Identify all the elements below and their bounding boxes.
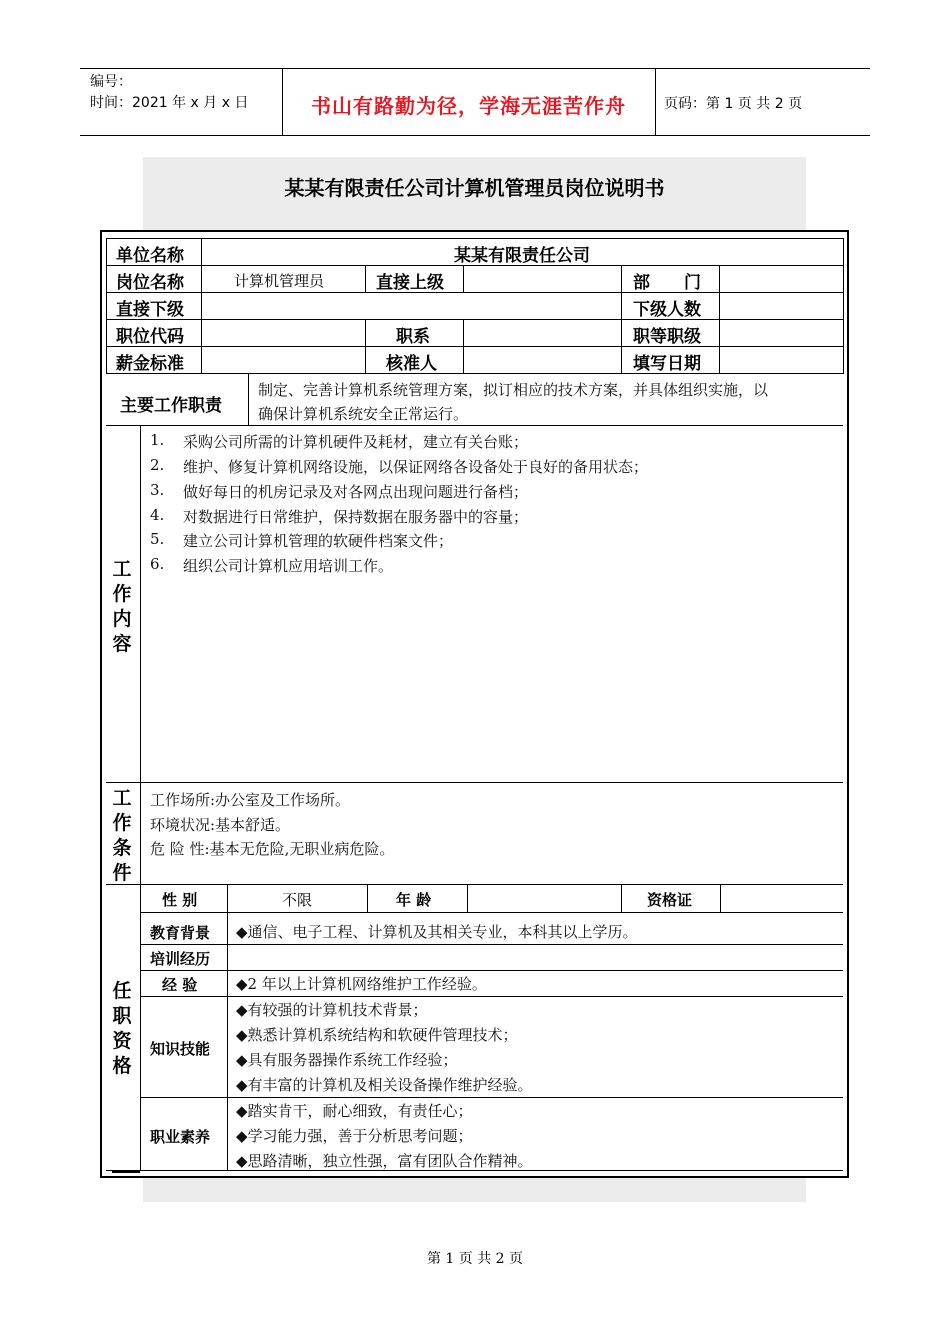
doc-time: 时间：2021 年 x 月 x 日: [90, 95, 249, 111]
grade-label: 职等职级: [633, 327, 701, 347]
direct-superior-label: 直接上级: [376, 273, 444, 293]
list-item: 6. 组织公司计算机应用培训工作。: [150, 555, 394, 575]
header-motto: 书山有路勤为径，学海无涯苦作舟: [311, 94, 626, 118]
list-item: 4. 对数据进行日常维护，保持数据在服务器中的容量；: [150, 506, 529, 526]
list-item: ◆有丰富的计算机及相关设备操作维护经验。: [236, 1076, 533, 1094]
list-item: 2. 维护、修复计算机网络设施，以保证网络各设备处于良好的备用状态；: [150, 456, 649, 476]
hazard: 危 险 性:基本无危险,无职业病危险。: [150, 840, 395, 858]
job-series-label: 职系: [396, 327, 430, 347]
position-code-label: 职位代码: [116, 327, 184, 347]
training-label: 培训经历: [150, 950, 211, 968]
age-label: 年 龄: [396, 891, 432, 909]
direct-subordinate-label: 直接下级: [116, 300, 184, 320]
doc-number-label: 编号：: [90, 74, 132, 90]
fill-date-label: 填写日期: [633, 354, 701, 374]
list-item: ◆具有服务器操作系统工作经验；: [236, 1051, 458, 1069]
page-footer: 第 1 页 共 2 页: [426, 1251, 524, 1267]
list-item: 5. 建立公司计算机管理的软硬件档案文件；: [150, 530, 454, 550]
subordinate-count-label: 下级人数: [633, 300, 701, 320]
header-rule-bottom: [80, 135, 870, 136]
experience-value: ◆2 年以上计算机网络维护工作经验。: [236, 975, 487, 993]
unit-name-label: 单位名称: [116, 246, 184, 266]
position-name-value: 计算机管理员: [234, 272, 325, 290]
environment: 环境状况:基本舒适。: [150, 816, 291, 834]
position-name-label: 岗位名称: [116, 273, 184, 293]
document-title: 某某有限责任公司计算机管理员岗位说明书: [284, 176, 665, 200]
main-duty-label: 主要工作职责: [120, 396, 222, 416]
header-rule-top: [80, 68, 870, 69]
work-content-label: 工 作 内 容: [112, 558, 132, 655]
certificate-label: 资格证: [647, 891, 693, 909]
work-place: 工作场所:办公室及工作场所。: [150, 791, 351, 809]
department-label: 部 门: [633, 273, 701, 293]
approver-label: 核准人: [386, 354, 437, 374]
header-divider: [655, 68, 656, 135]
salary-standard-label: 薪金标准: [116, 354, 184, 374]
experience-label: 经 验: [162, 976, 198, 994]
gender-value: 不限: [281, 891, 312, 909]
education-value: ◆通信、电子工程、计算机及其相关专业，本科其以上学历。: [236, 923, 638, 941]
header-meta: [90, 72, 248, 114]
list-item: 1. 采购公司所需的计算机硬件及耗材，建立有关台账；: [150, 431, 529, 451]
skills-label: 知识技能: [150, 1040, 211, 1058]
unit-name-value: 某某有限责任公司: [454, 246, 590, 266]
main-duty-line-2: 确保计算机系统安全正常运行。: [258, 405, 469, 423]
professional-quality-label: 职业素养: [150, 1128, 211, 1146]
list-item: ◆熟悉计算机系统结构和软硬件管理技术；: [236, 1026, 518, 1044]
list-item: ◆有较强的计算机技术背景；: [236, 1001, 428, 1019]
gender-label: 性 别: [162, 891, 198, 909]
header-page-info: 页码：第 1 页 共 2 页: [664, 96, 803, 112]
work-conditions-label: 工 作 条 件: [112, 787, 132, 884]
education-label: 教育背景: [150, 924, 211, 942]
list-item: ◆思路清晰，独立性强，富有团队合作精神。: [236, 1152, 533, 1170]
list-item: 3. 做好每日的机房记录及对各网点出现问题进行备档；: [150, 481, 529, 501]
list-item: ◆踏实肯干，耐心细致，有责任心；: [236, 1102, 473, 1120]
qualifications-label: 任 职 资 格: [112, 980, 132, 1077]
main-duty-line-1: 制定、完善计算机系统管理方案，拟订相应的技术方案，并具体组织实施，以: [258, 381, 769, 399]
list-item: ◆学习能力强，善于分析思考问题；: [236, 1127, 473, 1145]
